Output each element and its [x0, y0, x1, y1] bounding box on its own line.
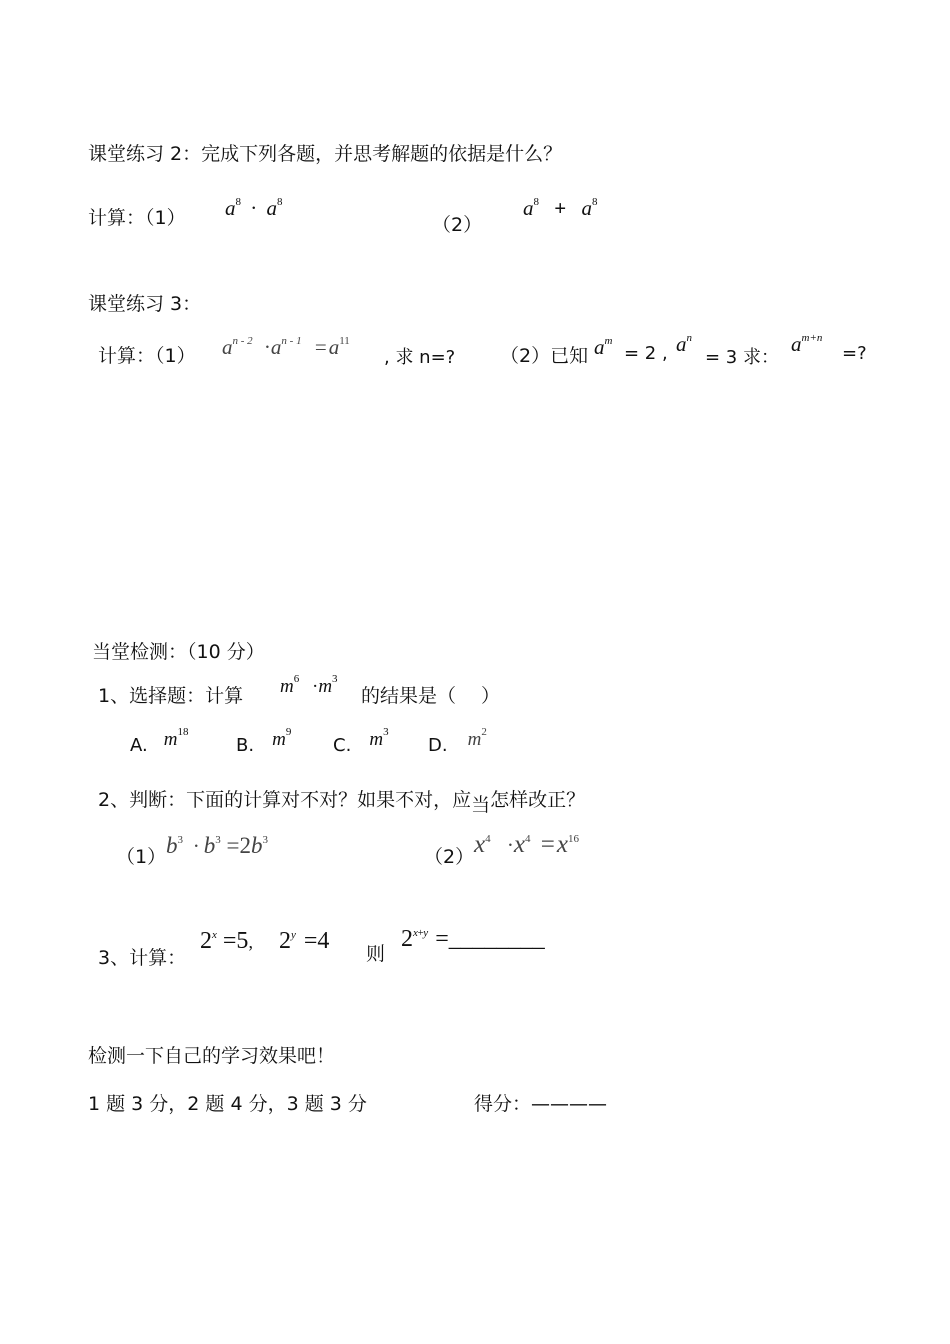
exercise-2-calc-label: 计算：（1）: [88, 207, 186, 229]
exercise-3-ask: =?: [842, 343, 867, 364]
exercise-3-an: $a^n$: [676, 332, 692, 356]
exercise-3-title: 课堂练习 3：: [88, 293, 202, 315]
q1-option-d: D. $m^2$: [428, 726, 487, 756]
q3-expr-3: $2^{x+y}$ =________: [401, 926, 545, 952]
exercise-3-ask-n: , 求 n=?: [384, 347, 456, 368]
q1-label: 1、选择题：计算: [98, 685, 244, 707]
exercise-2-expr-2: $a^8 + a^8$: [523, 196, 598, 220]
exercise-2-title: 课堂练习 2：完成下列各题，并思考解题的依据是什么？: [88, 143, 563, 165]
q2-expr-2: $x^4 \cdot x^4 =x^{16}$: [474, 831, 579, 858]
q1-option-a: A. $m^{18}$: [130, 726, 189, 756]
exercise-3-amn: $a^{m+n}$: [791, 332, 823, 356]
score-field: 得分：————: [474, 1093, 608, 1115]
q2-item-1-label: （1）: [116, 846, 167, 868]
q2-item-2-label: （2）: [424, 846, 475, 868]
q3-expr-2: $2^y =4$: [279, 928, 330, 954]
q1-option-b: B. $m^9$: [236, 726, 292, 756]
exercise-3-calc-label: 计算：（1）: [98, 345, 196, 367]
q3-then: 则: [366, 943, 386, 965]
q2-expr-1: $b^3 \cdot b^3 =2b^3$: [166, 833, 268, 858]
exercise-2-expr-1: $a^8 \cdot a^8$: [225, 196, 283, 220]
exercise-3-eq-3: = 3 求：: [705, 347, 779, 368]
exercise-3-expr-1: $a^{n - 2} \cdot a^{n - 1} =a^{11}$: [222, 335, 350, 359]
q3-expr-1: $2^x =5$,: [200, 928, 253, 954]
q1-suffix: 的结果是（ ）: [361, 685, 501, 707]
q3-label: 3、计算：: [98, 947, 187, 969]
q1-option-c: C. $m^3$: [333, 726, 389, 756]
exercise-3-eq-2: = 2 ,: [624, 343, 668, 364]
exercise-2-item-2-label: （2）: [432, 214, 483, 236]
q1-expr: $m^6 \cdot m^3$: [280, 673, 338, 697]
q2-label: 2、判断：下面的计算对不对？如果不对，应当怎样改正？: [98, 789, 586, 816]
scoring-rules: 1 题 3 分，2 题 4 分，3 题 3 分: [88, 1093, 367, 1115]
test-title: 当堂检测：（10 分）: [92, 641, 265, 663]
exercise-3-am: $a^m$: [594, 335, 613, 359]
exercise-3-item-2-label: （2）已知: [500, 345, 589, 367]
self-check-line: 检测一下自己的学习效果吧！: [88, 1045, 336, 1067]
